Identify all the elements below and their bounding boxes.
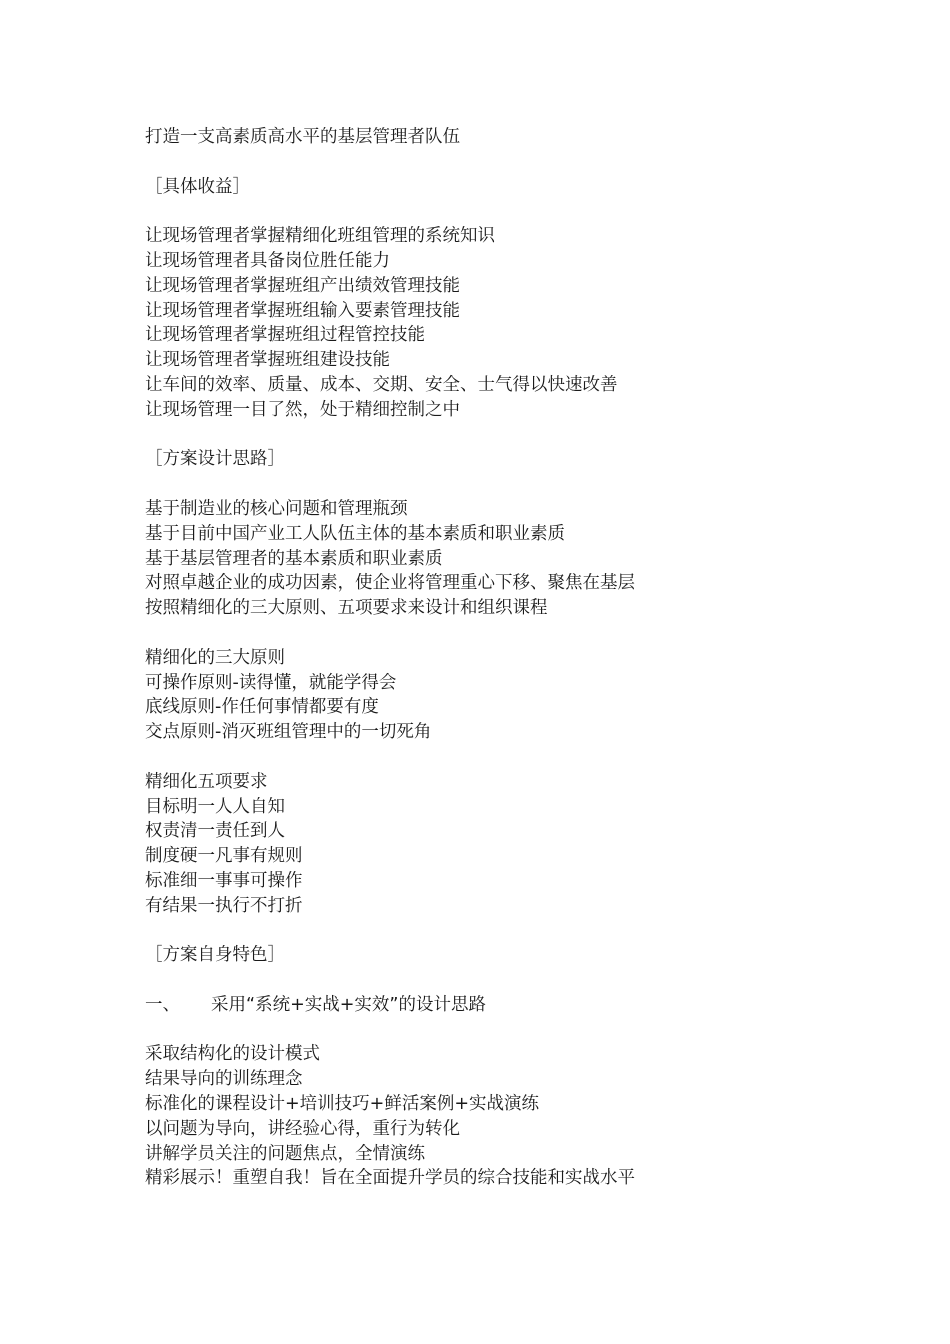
spacer (145, 1018, 845, 1043)
design-item: 基于目前中国产业工人队伍主体的基本素质和职业素质 (145, 523, 565, 544)
feature-item: 结果导向的训练理念 (145, 1069, 303, 1090)
benefit-item: 让车间的效率、质量、成本、交期、安全、士气得以快速改善 (145, 374, 618, 395)
spacer (145, 968, 845, 993)
design-item: 基于基层管理者的基本素质和职业素质 (145, 548, 443, 569)
benefit-item: 让现场管理者掌握班组输入要素管理技能 (145, 300, 460, 321)
benefit-item: 让现场管理者具备岗位胜任能力 (145, 250, 390, 271)
benefit-item: 让现场管理者掌握班组产出绩效管理技能 (145, 275, 460, 296)
requirement-item: 有结果一执行不打折 (145, 895, 303, 916)
feature-item: 以问题为导向，讲经验心得，重行为转化 (145, 1118, 460, 1139)
benefit-item: 让现场管理者掌握班组过程管控技能 (145, 325, 425, 346)
feature-item: 讲解学员关注的问题焦点，全情演练 (145, 1143, 425, 1164)
principles-title: 精细化的三大原则 (145, 647, 285, 668)
benefits-heading: ［具体收益］ (145, 176, 250, 197)
spacer (145, 919, 845, 944)
spacer (145, 423, 845, 448)
document-page (145, 125, 845, 1191)
design-item: 对照卓越企业的成功因素，使企业将管理重心下移、聚焦在基层 (145, 573, 635, 594)
requirements-title: 精细化五项要求 (145, 771, 268, 792)
design-item: 基于制造业的核心问题和管理瓶颈 (145, 498, 408, 519)
design-heading: ［方案设计思路］ (145, 449, 285, 470)
requirement-item: 标准细一事事可操作 (145, 870, 303, 891)
feature-item: 采取结构化的设计模式 (145, 1044, 320, 1065)
requirement-item: 目标明一人人自知 (145, 796, 285, 817)
benefit-item: 让现场管理者掌握精细化班组管理的系统知识 (145, 226, 495, 247)
feature-item: 精彩展示！重塑自我！旨在全面提升学员的综合技能和实战水平 (145, 1168, 635, 1189)
benefit-item: 让现场管理者掌握班组建设技能 (145, 350, 390, 371)
spacer (145, 150, 845, 175)
principle-item: 可操作原则-读得懂，就能学得会 (145, 672, 397, 693)
spacer (145, 199, 845, 224)
feature-point (145, 993, 845, 1018)
principle-item: 交点原则-消灭班组管理中的一切死角 (145, 722, 432, 743)
spacer (145, 745, 845, 770)
design-item: 按照精细化的三大原则、五项要求来设计和组织课程 (145, 598, 548, 619)
intro-line: 打造一支高素质高水平的基层管理者队伍 (145, 127, 460, 147)
requirement-item: 权责清一责任到人 (145, 821, 285, 842)
feature-point-text: 采用“系统+实战+实效”的设计思路 (211, 994, 486, 1015)
features-heading: ［方案自身特色］ (145, 945, 285, 966)
benefit-item: 让现场管理一目了然，处于精细控制之中 (145, 399, 460, 420)
requirement-item: 制度硬一凡事有规则 (145, 846, 303, 867)
spacer (145, 621, 845, 646)
principle-item: 底线原则-作任何事情都要有度 (145, 697, 379, 718)
feature-point-number: 一、 (145, 994, 180, 1015)
feature-item: 标准化的课程设计+培训技巧+鲜活案例+实战演练 (145, 1094, 539, 1115)
spacer (145, 472, 845, 497)
